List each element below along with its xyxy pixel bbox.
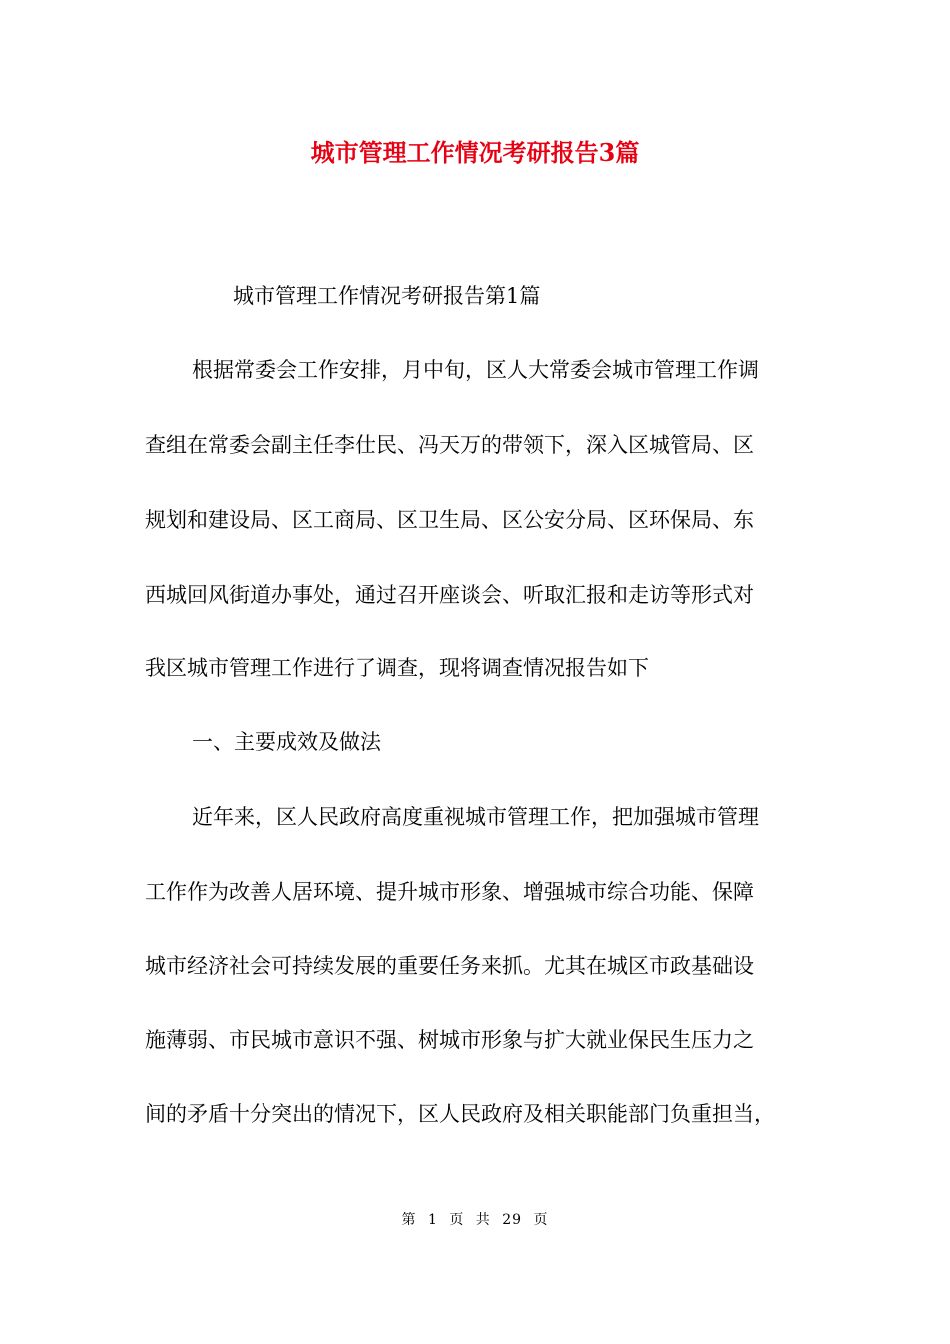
page-number-footer bbox=[0, 1210, 950, 1230]
paragraph-line: 工作作为改善人居环境、提升城市形象、增强城市综合功能、保障 bbox=[145, 880, 754, 904]
paragraph-line: 查组在常委会副主任李仕民、冯天万的带领下，深入区城管局、区 bbox=[145, 433, 754, 457]
paragraph-line: 城市经济社会可持续发展的重要任务来抓。尤其在城区市政基础设 bbox=[145, 954, 754, 978]
section-subtitle: 城市管理工作情况考研报告第1篇 bbox=[233, 284, 541, 308]
paragraph-line: 规划和建设局、区工商局、区卫生局、区公安分局、区环保局、东 bbox=[145, 508, 754, 532]
paragraph-line: 西城回风街道办事处，通过召开座谈会、听取汇报和走访等形式对 bbox=[145, 583, 754, 607]
paragraph-line: 根据常委会工作安排，月中旬，区人大常委会城市管理工作调 bbox=[192, 358, 759, 382]
section-heading: 一、主要成效及做法 bbox=[192, 730, 381, 754]
paragraph-line: 近年来，区人民政府高度重视城市管理工作，把加强城市管理 bbox=[192, 805, 759, 829]
footer-label-gong: 共 bbox=[475, 1212, 491, 1228]
footer-label-di: 第 bbox=[401, 1212, 417, 1228]
paragraph-line: 施薄弱、市民城市意识不强、树城市形象与扩大就业保民生压力之 bbox=[145, 1028, 754, 1052]
footer-current-page: 1 bbox=[427, 1212, 438, 1228]
footer-label-ye-2: 页 bbox=[533, 1212, 549, 1228]
document-title: 城市管理工作情况考研报告3篇 bbox=[310, 138, 640, 167]
paragraph-line: 我区城市管理工作进行了调查，现将调查情况报告如下 bbox=[145, 656, 649, 680]
footer-label-ye: 页 bbox=[449, 1212, 465, 1228]
footer-total-pages: 29 bbox=[502, 1212, 523, 1228]
paragraph-line: 间的矛盾十分突出的情况下，区人民政府及相关职能部门负重担当， bbox=[145, 1102, 775, 1126]
